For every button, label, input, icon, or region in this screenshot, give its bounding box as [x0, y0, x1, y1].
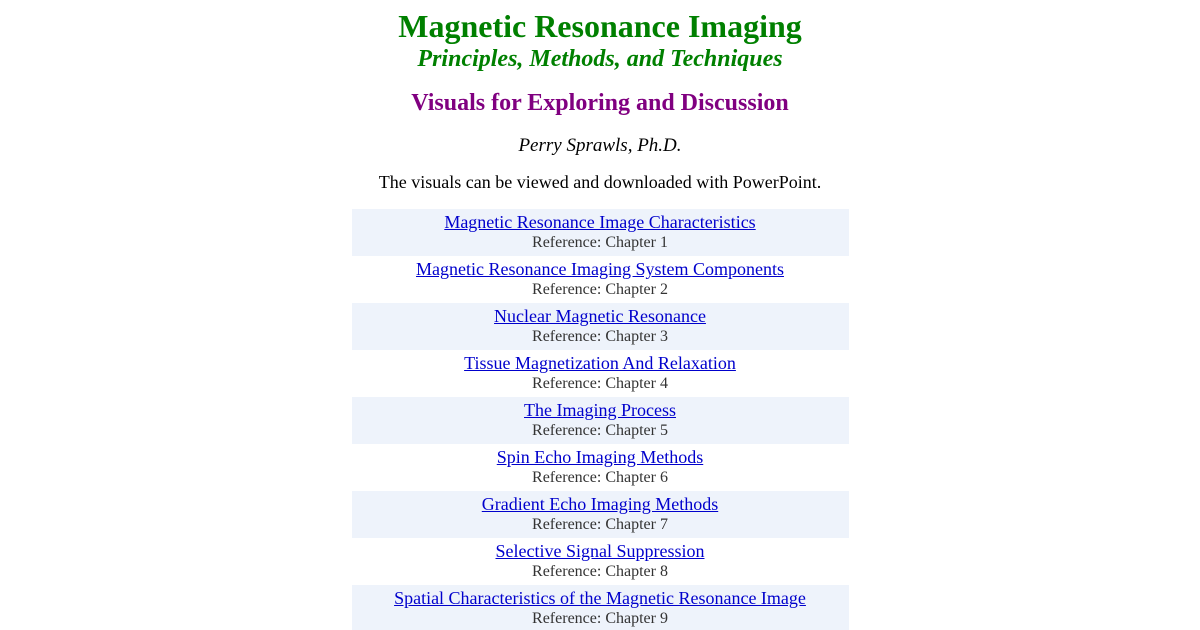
chapter-reference: Reference: Chapter 6	[532, 469, 668, 486]
chapter-item	[352, 538, 849, 585]
chapter-reference: Reference: Chapter 8	[532, 563, 668, 580]
chapter-link-4[interactable]: Tissue Magnetization And Relaxation	[464, 353, 736, 373]
chapter-reference: Reference: Chapter 7	[532, 516, 668, 533]
author-name: Perry Sprawls, Ph.D.	[518, 135, 682, 156]
chapter-link-6[interactable]: Spin Echo Imaging Methods	[496, 447, 704, 467]
chapter-reference: Reference: Chapter 2	[532, 281, 668, 298]
page-title: Magnetic Resonance Imaging	[398, 8, 802, 44]
chapter-link-3[interactable]: Nuclear Magnetic Resonance	[494, 306, 706, 326]
chapter-item	[352, 397, 849, 444]
page-subtitle: Principles, Methods, and Techniques	[417, 46, 783, 72]
chapter-reference: Reference: Chapter 1	[532, 234, 668, 251]
chapter-link-9[interactable]: Spatial Characteristics of the Magnetic Resonance Image	[394, 588, 806, 608]
chapter-link-5[interactable]: The Imaging Process	[524, 400, 676, 420]
chapter-item	[352, 209, 849, 256]
chapter-item	[352, 350, 849, 397]
chapter-link-2[interactable]: Magnetic Resonance Imaging System Components	[416, 259, 784, 279]
chapter-link-7[interactable]: Gradient Echo Imaging Methods	[481, 494, 719, 514]
chapter-link-1[interactable]: Magnetic Resonance Image Characteristics	[444, 212, 756, 232]
chapter-item	[352, 491, 849, 538]
chapter-reference: Reference: Chapter 5	[532, 422, 668, 439]
chapter-item	[352, 303, 849, 350]
intro-text: The visuals can be viewed and downloaded with PowerPoint.	[378, 172, 822, 192]
chapter-list	[352, 209, 849, 630]
chapter-item	[352, 444, 849, 491]
chapter-reference: Reference: Chapter 9	[532, 610, 668, 627]
visuals-heading: Visuals for Exploring and Discussion	[411, 90, 789, 116]
chapter-reference: Reference: Chapter 3	[532, 328, 668, 345]
chapter-item	[352, 585, 849, 630]
chapter-link-8[interactable]: Selective Signal Suppression	[495, 541, 705, 561]
chapter-reference: Reference: Chapter 4	[532, 375, 668, 392]
chapter-item	[352, 256, 849, 303]
